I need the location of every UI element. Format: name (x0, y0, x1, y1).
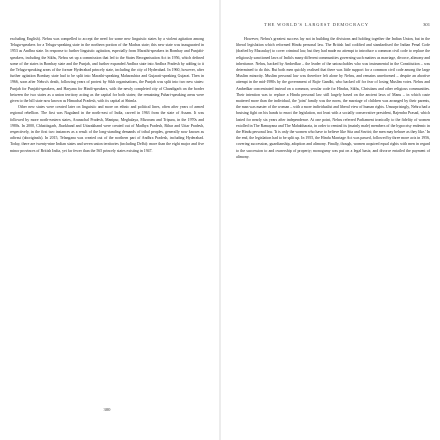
left-paragraph-2: Other new states were created later on linguistic and more on ethnic and political lines, often after years of armed regional rebellion. The first was Nagaland in the north-east of India, carved in 1963 from the state of Assam. It was followed by more north-eastern states, Arunachal Pradesh, Manipur, Meghalaya, Mizoram and Tripura, in the 1970s and 1980s. In 2000, Chhattisgarh, Jharkhand and Uttarakhand were created out of Madhya Pradesh, Bihar and Uttar Pradesh, respectively, in the first two instances as a result of the long-standing demands of tribal peoples, generally now known as adivasi (aboriginals). In 2015, Telangana was created out of the northern part of Andhra Pradesh, including Hyderabad. Today, there are twenty-nine Indian states and seven union territories (including Delhi): more than the eight major and five minor provinces of British India, yet far fewer than the 565 princely states existing in 1947. (10, 105, 204, 153)
left-page-number: 300 (103, 407, 111, 412)
left-page (8, 0, 206, 440)
left-paragraph-1: excluding English). Nehru was compelled to accept the need for some new linguistic states by a violent agitation among Telugu-speakers for a Telugu-speaking state in the northern portion of the Madras state; this new state was inaugurated in 1953 as Andhra state. In response to further linguistic agitation, especially from Marathi-speakers in Bombay and Punjabi-speakers, including the Sikhs, Nehru set up a commission that led to the States Reorganisation Act in 1956, which defined some of the states in Bombay state and the Punjab, and further expanded Andhra state into Andhra Pradesh by adding to it the Telugu-speaking areas of the former Hyderabad princely state, including the city of Hyderabad. In 1960, however, after further agitation Bombay state had to be split into Marathi-speaking Maharashtra and Gujarati-speaking Gujarat. Then in 1966, soon after Nehru's death, following years of protest by Sikh organisations, the Punjab was split into two new states: Punjab for Punjabi-speakers, and Haryana for Hindi-speakers, with the newly completed city of Chandigarh on the border between the two states as a union territory acting as the capital for both states; the remaining Pahari-speaking areas were given to the hill state now known as Himachal Pradesh, with its capital at Shimla. (10, 37, 204, 104)
left-page-body (10, 36, 204, 154)
right-paragraph-1: However, Nehru's greatest success lay not in building the divisions and holding together the Indian Union, but in the liberal legislation which reformed Hindu personal law. The British had codified and standardised the Indian Penal Code (drafted by Macaulay) to cover criminal law, but they had made no attempt to introduce a common civil code to replace the religiously sanctioned laws of India's many different communities governing such matters as marriage, divorce, alimony and inheritance. Nehru, backed by Ambedkar – the leader of the untouchables who was instrumental in the Constitution – was determined to do this. But both men quickly realised that there was little support for a common civil code among the large Muslim minority. Muslim personal law was therefore left alone by Nehru, and remains unreformed – despite an abortive attempt in the mid-1980s by the government of Rajiv Gandhi, who backed off for fear of losing Muslim votes. Nehru and Ambedkar concentrated instead on a common, secular code for Hindus, Sikhs, Christians and other religious communities. Their intention was to replace a Hindu personal law still largely based on the ancient laws of Manu – in which caste mattered more than the individual, the 'joint' family was the norm, the marriage of children was arranged by their parents, the man was master of the woman – with a more individualist and liberal view of human rights. Unsurprisingly, Nehru had a bruising fight on his hands to enact the legislation, not least with a socially conservative president, Rajendra Prasad, which lasted for nearly six years after independence. At one point, Nehru referred Parliament ironically to the fidelity of women extolled in The Ramayana and The Mahabharata, in order to remind its (mainly male) members of the hypocrisy endemic in the Hindu personal law. 'It is only the women who have to believe like Sita and Savitri; the men may behave as they like.' In the end, the legislation had to be split up. In 1955, the Hindu Marriage Act was passed, followed by three more acts in 1956, covering succession, guardianship, adoption and alimony. Finally, though, women acquired equal rights with men in regard to the succession to and ownership of property; monogamy was put on a legal basis; and divorce entailed the payment of alimony. (236, 37, 430, 159)
right-page (234, 0, 432, 440)
right-page-number: 301 (423, 22, 430, 27)
book-gutter (219, 0, 221, 440)
right-running-head: THE WORLD'S LARGEST DEMOCRACY (264, 22, 369, 27)
right-page-body (236, 36, 430, 160)
